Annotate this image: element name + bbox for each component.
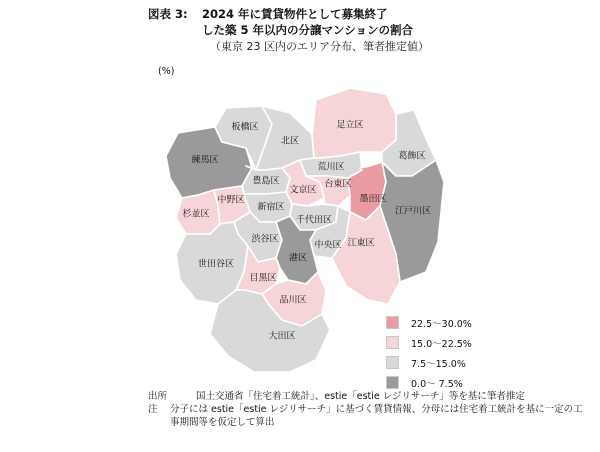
- source-key: 出所: [148, 391, 168, 402]
- legend-label-2: 15.0～22.5%: [411, 338, 472, 350]
- legend-item-4: [386, 374, 472, 391]
- figure-title-line-1: 2024 年に賃貸物件として募集終了: [202, 7, 388, 21]
- legend-label-1: 22.5～30.0%: [411, 318, 472, 330]
- label-ota: 大田区: [268, 331, 296, 342]
- note-text: 分子には estie「estie レジリサーチ」に基づく賃貸情報、分母には住宅着工統計を基に一定の工事期間等を仮定して算出: [170, 404, 583, 428]
- figure-label: 図表 3:: [148, 7, 188, 21]
- label-chuo: 中央区: [314, 240, 342, 251]
- legend-label-3: 7.5～15.0%: [411, 358, 466, 370]
- legend-item-3: [386, 354, 472, 371]
- label-minato: 港区: [288, 253, 308, 264]
- label-setagaya: 世田谷区: [197, 259, 235, 270]
- figure-notes: [148, 390, 588, 429]
- source-text: 国土交通省「住宅着工統計」、estie「estie レジリサーチ」等を基に筆者推定: [196, 391, 525, 402]
- label-adachi: 足立区: [336, 120, 364, 131]
- legend-item-1: [386, 314, 472, 331]
- label-sumida: 墨田区: [359, 194, 387, 205]
- label-edogawa: 江戸川区: [394, 206, 432, 217]
- label-meguro: 目黒区: [249, 273, 277, 284]
- label-shinagawa: 品川区: [279, 295, 307, 306]
- label-shinjuku: 新宿区: [257, 202, 285, 213]
- legend-swatch-1: [386, 316, 399, 329]
- label-itabashi: 板橋区: [231, 122, 259, 133]
- label-bunkyo: 文京区: [289, 185, 317, 196]
- label-katsushika: 葛飾区: [398, 151, 426, 162]
- note-key: 注: [148, 404, 158, 415]
- footnote: [148, 403, 588, 429]
- unit-label: (%): [158, 66, 175, 77]
- map-legend: [386, 314, 472, 394]
- label-shibuya: 渋谷区: [251, 234, 279, 245]
- legend-item-2: [386, 334, 472, 351]
- legend-swatch-3: [386, 356, 399, 369]
- label-toshima: 豊島区: [252, 176, 280, 187]
- label-kita: 北区: [280, 136, 300, 147]
- label-taito: 台東区: [324, 179, 352, 190]
- legend-label-4: 0.0～ 7.5%: [411, 378, 463, 390]
- label-suginami: 杉並区: [182, 209, 210, 220]
- label-nakano: 中野区: [217, 195, 245, 206]
- legend-swatch-2: [386, 336, 399, 349]
- legend-swatch-4: [386, 376, 399, 389]
- label-nerima: 練馬区: [191, 155, 219, 166]
- label-arakawa: 荒川区: [317, 162, 345, 173]
- figure-subtitle: （東京 23 区内のエリア分布、筆者推定値）: [210, 40, 429, 53]
- figure-title-line-2: した築 5 年以内の分譲マンションの割合: [202, 23, 413, 37]
- source-note: [148, 390, 588, 403]
- label-chiyoda: 千代田区: [295, 215, 333, 226]
- label-koto: 江東区: [347, 238, 375, 249]
